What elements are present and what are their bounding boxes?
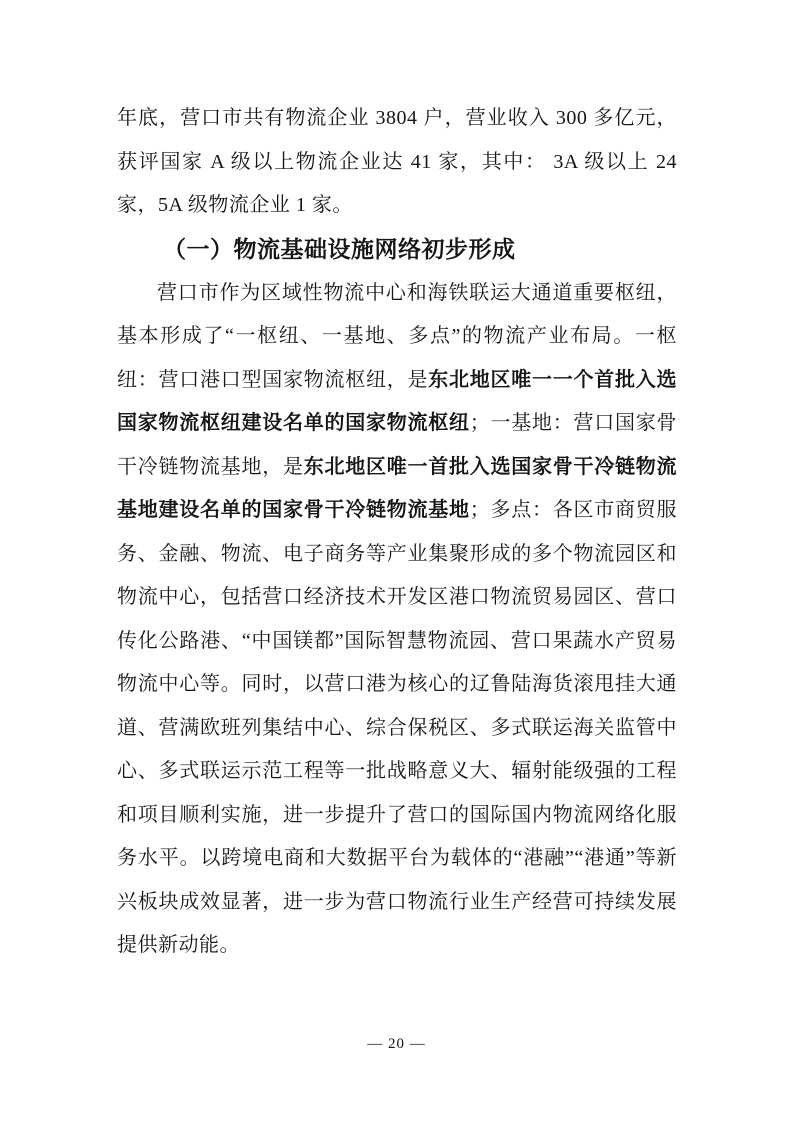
body-paragraph-1: 年底，营口市共有物流企业 3804 户，营业收入 300 多亿元，获评国家 A 级以上物流企业达 41 家，其中： 3A 级以上 24 家，5A 级物流企业 1 家。 bbox=[117, 107, 677, 216]
body-text: ；一基地：营口国家骨干冷链物流基地，是 bbox=[117, 412, 677, 478]
body-text: 营口市作为区域性物流中心和海铁联运大通道重要枢纽，基本形成了“一枢纽、一基地、多点”的物流产业布局。一枢纽：营口港口型国家物流枢纽，是 bbox=[117, 281, 677, 391]
body-paragraph-2 bbox=[117, 272, 677, 968]
page-number: — 20 — bbox=[367, 1036, 426, 1052]
emphasis-bold-text: 东北地区唯一一个首批入选国家物流枢纽建设名单的国家物流枢纽 bbox=[117, 368, 677, 434]
emphasis-bold-text: 东北地区唯一首批入选国家骨干冷链物流基地建设名单的国家骨干冷链物流基地 bbox=[117, 455, 677, 521]
section-heading: （一）物流基础设施网络初步形成 bbox=[163, 236, 516, 262]
page-footer bbox=[0, 1033, 793, 1055]
body-text: ；多点：各区市商贸服务、金融、物流、电子商务等产业集聚形成的多个物流园区和物流中心，包括营口经济技术开发区港口物流贸易园区、营口传化公路港、“中国镁都”国际智慧物流园、营口果蔬水产贸易物流中心等。同时，以营口港为核心的辽鲁陆海货滚甩挂大通道、营满欧班列集结中心、综合保税区、多式联运海关监管中心、多式联运示范工程等一批战略意义大、辐射能级强的工程和项目顺利实施，进一步提升了营口的国际国内物流网络化服务水平。以跨境电商和大数据平台为载体的“港融”“港通”等新兴板块成效显著，进一步为营口物流行业生产经营可持续发展提供新动能。 bbox=[117, 499, 677, 956]
page-content bbox=[117, 97, 677, 968]
